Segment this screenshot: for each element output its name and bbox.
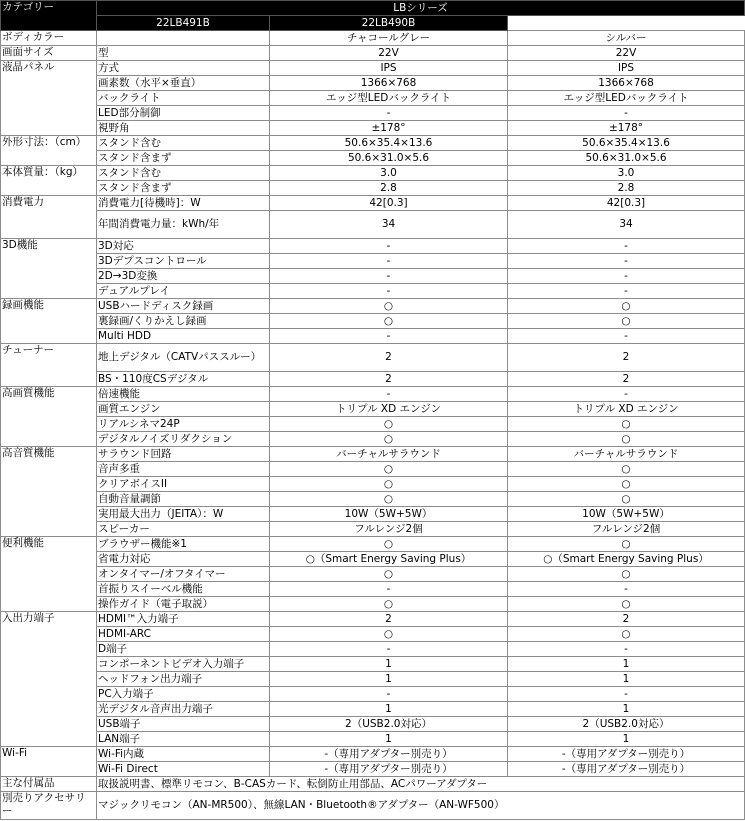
value-22lb491b: 1 [270,672,508,687]
value-22lb491b: - [270,329,508,344]
feature-label: 画素数（水平×垂直） [97,76,270,91]
category-cell: 外形寸法：（cm） [1,136,97,166]
value-22lb491b: ○ [270,597,508,612]
value-22lb491b: ○ [270,567,508,582]
value-22lb490b: エッジ型LEDバックライト [508,91,745,106]
table-row [1,106,745,121]
category-cell: 入出力端子 [1,612,97,747]
value-22lb491b: 2 [270,372,508,387]
value-22lb490b: - [508,582,745,597]
spec-table-body [1,31,745,820]
value-22lb490b: -（専用アダプター別売り） [508,747,745,762]
category-cell: 高画質機能 [1,387,97,447]
feature-label: デュアルプレイ [97,284,270,299]
feature-label [97,31,270,46]
category-cell: 主な付属品 [1,777,97,792]
table-row [1,31,745,46]
value-22lb490b: - [508,329,745,344]
value-22lb490b: ○ [508,492,745,507]
value-22lb491b: 3.0 [270,166,508,181]
table-row [1,672,745,687]
feature-label: PC入力端子 [97,687,270,702]
value-22lb490b: バーチャルサラウンド [508,447,745,462]
value-22lb491b: ±178° [270,121,508,136]
feature-label: 倍速機能 [97,387,270,402]
category-cell: 録画機能 [1,299,97,344]
value-22lb490b: - [508,387,745,402]
value-22lb490b: ○ [508,477,745,492]
value-22lb491b: 34 [270,211,508,239]
value-22lb490b: - [508,284,745,299]
value-22lb490b: 1 [508,672,745,687]
feature-label: 方式 [97,61,270,76]
category-cell: ボディカラー [1,31,97,46]
value-22lb491b: ○ [270,417,508,432]
feature-label: ブラウザー機能※1 [97,537,270,552]
value-22lb490b: - [508,239,745,254]
feature-label: 2D→3D変換 [97,269,270,284]
value-22lb491b: - [270,642,508,657]
table-row [1,136,745,151]
feature-label: 視野角 [97,121,270,136]
table-row [1,269,745,284]
spec-merged-value: 取扱説明書、標準リモコン、B-CASカード、転倒防止用部品、ACパワーアダプター [97,777,745,792]
value-22lb490b: 2.8 [508,181,745,196]
table-row [1,314,745,329]
value-22lb491b: ○（Smart Energy Saving Plus） [270,552,508,567]
value-22lb491b: ○ [270,462,508,477]
table-row [1,299,745,314]
value-22lb491b: -（専用アダプター別売り） [270,762,508,777]
table-row [1,462,745,477]
value-22lb491b: 1 [270,702,508,717]
value-22lb490b: フルレンジ2個 [508,522,745,537]
feature-label: サラウンド回路 [97,447,270,462]
value-22lb491b: バーチャルサラウンド [270,447,508,462]
feature-label: オンタイマー/オフタイマー [97,567,270,582]
feature-label: HDMI™入力端子 [97,612,270,627]
category-cell: 便利機能 [1,537,97,612]
feature-label: 3Dデプスコントロール [97,254,270,269]
feature-label: D端子 [97,642,270,657]
table-row [1,702,745,717]
table-row [1,417,745,432]
feature-label: 自動音量調節 [97,492,270,507]
value-22lb491b: ○ [270,537,508,552]
feature-label: HDMI-ARC [97,627,270,642]
value-22lb490b: ○ [508,597,745,612]
value-22lb490b: -（専用アダプター別売り） [508,762,745,777]
value-22lb491b: - [270,687,508,702]
table-row [1,166,745,181]
value-22lb490b: - [508,269,745,284]
value-22lb490b: - [508,254,745,269]
feature-label: 画質エンジン [97,402,270,417]
table-row [1,567,745,582]
value-22lb491b: 22V [270,46,508,61]
category-cell: 本体質量：（kg） [1,166,97,196]
feature-label: Wi-Fi Direct [97,762,270,777]
header-row-models [1,16,745,31]
feature-label: 省電力対応 [97,552,270,567]
table-row [1,61,745,76]
value-22lb491b: ○ [270,492,508,507]
value-22lb491b: ○ [270,314,508,329]
value-22lb491b: 50.6×31.0×5.6 [270,151,508,166]
model-header-22lb490b: 22LB490B [270,16,508,31]
value-22lb491b: 1366×768 [270,76,508,91]
value-22lb491b: 2（USB2.0対応） [270,717,508,732]
feature-label: ヘッドフォン出力端子 [97,672,270,687]
value-22lb490b: ±178° [508,121,745,136]
feature-label: リアルシネマ24P [97,417,270,432]
value-22lb491b: 10W（5W+5W） [270,507,508,522]
table-row [1,552,745,567]
table-row [1,747,745,762]
value-22lb490b: ○ [508,627,745,642]
table-row [1,477,745,492]
table-row [1,717,745,732]
value-22lb491b: - [270,254,508,269]
value-22lb490b: ○ [508,432,745,447]
value-22lb490b: - [508,106,745,121]
feature-label: スピーカー [97,522,270,537]
table-row [1,329,745,344]
value-22lb491b: -（専用アダプター別売り） [270,747,508,762]
value-22lb490b: 1366×768 [508,76,745,91]
value-22lb490b: 3.0 [508,166,745,181]
value-22lb490b: ○ [508,417,745,432]
value-22lb491b: - [270,269,508,284]
feature-label: 型 [97,46,270,61]
value-22lb490b: - [508,687,745,702]
table-row [1,582,745,597]
value-22lb490b: IPS [508,61,745,76]
value-22lb490b: 1 [508,657,745,672]
value-22lb490b: 2 [508,612,745,627]
table-row [1,211,745,239]
category-cell: 別売りアクセサリー [1,792,97,820]
table-row [1,254,745,269]
table-row [1,762,745,777]
table-row [1,507,745,522]
feature-label: USBハードディスク録画 [97,299,270,314]
feature-label: LED部分制御 [97,106,270,121]
category-cell: 3D機能 [1,239,97,299]
table-row [1,777,745,792]
value-22lb491b: - [270,387,508,402]
table-row [1,432,745,447]
value-22lb491b: 42[0.3] [270,196,508,211]
feature-label: スタンド含まず [97,181,270,196]
feature-label: 光デジタル音声出力端子 [97,702,270,717]
table-row [1,76,745,91]
feature-label: 操作ガイド（電子取説） [97,597,270,612]
value-22lb491b: フルレンジ2個 [270,522,508,537]
value-22lb490b: ○ [508,537,745,552]
table-row [1,181,745,196]
table-row [1,537,745,552]
table-row [1,387,745,402]
feature-label: USB端子 [97,717,270,732]
series-header: LBシリーズ [97,1,745,16]
feature-label: スタンド含む [97,136,270,151]
table-row [1,121,745,136]
table-row [1,151,745,166]
value-22lb490b: 42[0.3] [508,196,745,211]
table-row [1,344,745,372]
value-22lb490b: ○ [508,462,745,477]
feature-label: LAN端子 [97,732,270,747]
table-row [1,372,745,387]
feature-label: クリアボイスII [97,477,270,492]
feature-label: 実用最大出力（JEITA）：W [97,507,270,522]
category-cell: チューナー [1,344,97,387]
table-row [1,657,745,672]
table-row [1,522,745,537]
table-row [1,447,745,462]
feature-label: 消費電力[待機時]：W [97,196,270,211]
feature-label: Multi HDD [97,329,270,344]
value-22lb490b: 2 [508,344,745,372]
table-row [1,687,745,702]
value-22lb491b: - [270,582,508,597]
value-22lb491b: チャコールグレー [270,31,508,46]
value-22lb490b: ○ [508,314,745,329]
value-22lb491b: ○ [270,627,508,642]
table-row [1,239,745,254]
value-22lb490b: 50.6×35.4×13.6 [508,136,745,151]
value-22lb490b: 22V [508,46,745,61]
feature-label: BS・110度CSデジタル [97,372,270,387]
feature-label: デジタルノイズリダクション [97,432,270,447]
value-22lb491b: IPS [270,61,508,76]
value-22lb491b: 1 [270,657,508,672]
value-22lb491b: - [270,106,508,121]
value-22lb490b: 34 [508,211,745,239]
value-22lb490b: ○ [508,567,745,582]
value-22lb490b: 2 [508,372,745,387]
table-row [1,732,745,747]
category-cell: 消費電力 [1,196,97,239]
category-cell: 画面サイズ [1,46,97,61]
table-row [1,642,745,657]
value-22lb491b: 2.8 [270,181,508,196]
table-row [1,91,745,106]
header-row-series [1,1,745,16]
table-row [1,597,745,612]
value-22lb490b: ○（Smart Energy Saving Plus） [508,552,745,567]
value-22lb491b: エッジ型LEDバックライト [270,91,508,106]
value-22lb491b: 50.6×35.4×13.6 [270,136,508,151]
table-row [1,402,745,417]
feature-label: 地上デジタル（CATVパススルー） [97,344,270,372]
spec-merged-value: マジックリモコン（AN-MR500）、無線LAN・Bluetooth®アダプター（AN-WF500） [97,792,745,820]
category-header: カテゴリー [1,1,97,31]
category-cell: 高音質機能 [1,447,97,537]
table-row [1,492,745,507]
feature-label: 首振りスイーベル機能 [97,582,270,597]
feature-label: スタンド含まず [97,151,270,166]
value-22lb490b: シルバー [508,31,745,46]
value-22lb490b: ○ [508,299,745,314]
value-22lb490b: 1 [508,702,745,717]
value-22lb491b: トリプル XD エンジン [270,402,508,417]
value-22lb491b: ○ [270,477,508,492]
value-22lb491b: ○ [270,299,508,314]
value-22lb491b: - [270,239,508,254]
value-22lb490b: 10W（5W+5W） [508,507,745,522]
table-row [1,284,745,299]
feature-label: 音声多重 [97,462,270,477]
category-cell: Wi-Fi [1,747,97,777]
value-22lb490b: トリプル XD エンジン [508,402,745,417]
feature-label: Wi-Fi内蔵 [97,747,270,762]
feature-label: スタンド含む [97,166,270,181]
table-row [1,46,745,61]
feature-label: コンポーネントビデオ入力端子 [97,657,270,672]
value-22lb490b: 2（USB2.0対応） [508,717,745,732]
feature-label: バックライト [97,91,270,106]
table-row [1,196,745,211]
category-cell: 液晶パネル [1,61,97,136]
value-22lb491b: 2 [270,612,508,627]
value-22lb491b: - [270,284,508,299]
value-22lb490b: 50.6×31.0×5.6 [508,151,745,166]
table-row [1,612,745,627]
value-22lb491b: ○ [270,432,508,447]
feature-label: 年間消費電力量：kWh/年 [97,211,270,239]
value-22lb491b: 2 [270,344,508,372]
value-22lb490b: - [508,642,745,657]
model-header-22lb491b: 22LB491B [97,16,270,31]
table-row [1,792,745,820]
value-22lb491b: 1 [270,732,508,747]
feature-label: 3D対応 [97,239,270,254]
feature-label: 裏録画/くりかえし録画 [97,314,270,329]
table-row [1,627,745,642]
value-22lb490b: 1 [508,732,745,747]
